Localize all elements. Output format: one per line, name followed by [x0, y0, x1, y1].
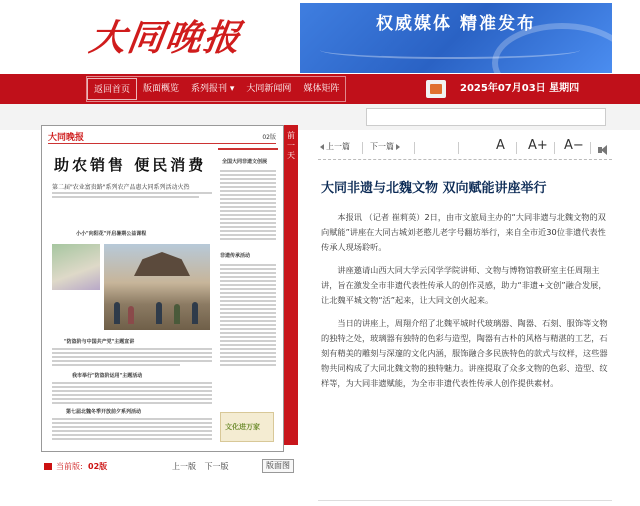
paper-section-title[interactable]: 我市举行"防盗阶运用"主题活动 [72, 373, 143, 379]
article-paragraph: 讲座邀请山西大同大学云冈学学院讲师、文物与博物馆教研室主任周翔主讲，旨在激发全市非遗代表性传承人的创作灵感，助力“非遗+文创”融合发展，让北魏平城文物“活”起来，让大同文创火起来。 [321, 265, 607, 305]
paper-text-block [52, 192, 212, 200]
paper-headline[interactable]: 助农销售 便民消费 [54, 156, 207, 174]
speaker-icon[interactable] [598, 144, 610, 156]
edition-flag-icon [44, 463, 52, 470]
nav-page-overview[interactable]: 版面概览 [143, 84, 180, 94]
paper-text-block [220, 170, 276, 242]
banner-decoration-line [320, 41, 580, 59]
paper-main-photo[interactable] [104, 244, 210, 330]
paper-right-title[interactable]: 非遗传承活动 [220, 253, 251, 259]
calendar-icon[interactable] [426, 80, 446, 98]
arrow-right-icon [396, 144, 400, 150]
article-paragraph: 本报讯 （记者 崔莉英）2日，由市文旅局主办的“大同非遗与北魏文物的双向赋能”讲座在大同古城刘老憨儿老字号翻坊举行，来自全市近30位非遗代表性传承人现场聆听。 [321, 212, 606, 252]
paper-logo: 大同晚报 [48, 133, 85, 143]
paper-section-title[interactable]: 小小"向阳花"开启暑期公益课程 [76, 231, 147, 237]
prev-page-link[interactable]: 上一版 [172, 462, 196, 471]
prev-article-button[interactable]: 上一篇 [320, 141, 350, 152]
paper-text-block [52, 418, 212, 442]
paper-right-column [216, 144, 278, 424]
nav-news-site[interactable]: 大同新闻网 [246, 84, 292, 94]
next-article-button[interactable]: 下一篇 [370, 141, 400, 152]
nav-series-papers[interactable]: 系列报刊 ▾ [191, 84, 235, 94]
newspaper-page-image[interactable] [41, 125, 284, 452]
previous-day-button[interactable]: 前一天 [287, 131, 295, 160]
article-toolbar [318, 138, 612, 160]
font-reset-button[interactable]: A [496, 138, 505, 153]
current-date: 2025年07月03日 星期四 [460, 83, 580, 94]
paper-right-title[interactable]: 全国大同非遗文创展 [222, 159, 268, 165]
paper-masthead [48, 130, 276, 144]
paper-subhead[interactable]: 第二届"农业富贵路"系列农产品惠大同系列活动火热 [52, 184, 190, 191]
page-navigation [172, 461, 235, 472]
font-increase-button[interactable]: A+ [528, 138, 548, 153]
main-nav [86, 76, 346, 102]
paper-ad-text: 文化进万家 [225, 423, 260, 431]
masthead [0, 0, 640, 74]
layout-map-button[interactable]: 版面图 [262, 459, 294, 473]
article-body [321, 210, 611, 399]
paper-text-block [52, 348, 212, 368]
next-page-link[interactable]: 下一版 [204, 462, 229, 471]
banner-slogan: 权威媒体 精准发布 [376, 14, 536, 34]
paper-thumbnail-photo[interactable] [52, 244, 100, 290]
search-input[interactable] [366, 108, 606, 126]
paper-ad[interactable] [220, 412, 274, 442]
nav-home[interactable]: 返回首页 [87, 78, 137, 100]
paper-page-number: 02版 [262, 134, 276, 141]
article-title: 大同非遗与北魏文物 双向赋能讲座举行 [321, 181, 547, 196]
paper-text-block [220, 264, 276, 368]
site-logo[interactable]: 大同晚报 [86, 17, 245, 59]
article-divider [318, 500, 612, 501]
article-paragraph: 当日的讲座上，周翔介绍了北魏平城时代玻璃器、陶器、石刻、服饰等文物的独特之处，玻璃器有独特的色彩与造型，陶器有古朴的风格与精湛的工艺，石刻有精美的雕刻与深邃的文化内涵，服饰融合多民族特色的款式与纹样，这些器物共同构成了大同北魏文物的独特魅力。讲座提取了众多文物的色彩、造型、纹样等，为大同非遗赋能，为全市非遗代表性传承人创作提供素材。 [321, 318, 608, 388]
photo-building [134, 252, 190, 276]
paper-text-block [52, 382, 212, 406]
day-switch-tab [284, 125, 298, 445]
current-edition-label: 当前版: [56, 462, 83, 471]
paper-section-title[interactable]: "防盗阶与中国共产党"主题宣讲 [64, 339, 135, 345]
header-banner [300, 3, 612, 73]
current-edition-value: 02版 [88, 462, 108, 471]
nav-media-matrix[interactable]: 媒体矩阵 [303, 84, 340, 94]
arrow-left-icon [320, 144, 324, 150]
paper-section-title[interactable]: 第七届北魏冬季开放前夕系列活动 [66, 409, 142, 415]
font-decrease-button[interactable]: A− [564, 138, 584, 153]
